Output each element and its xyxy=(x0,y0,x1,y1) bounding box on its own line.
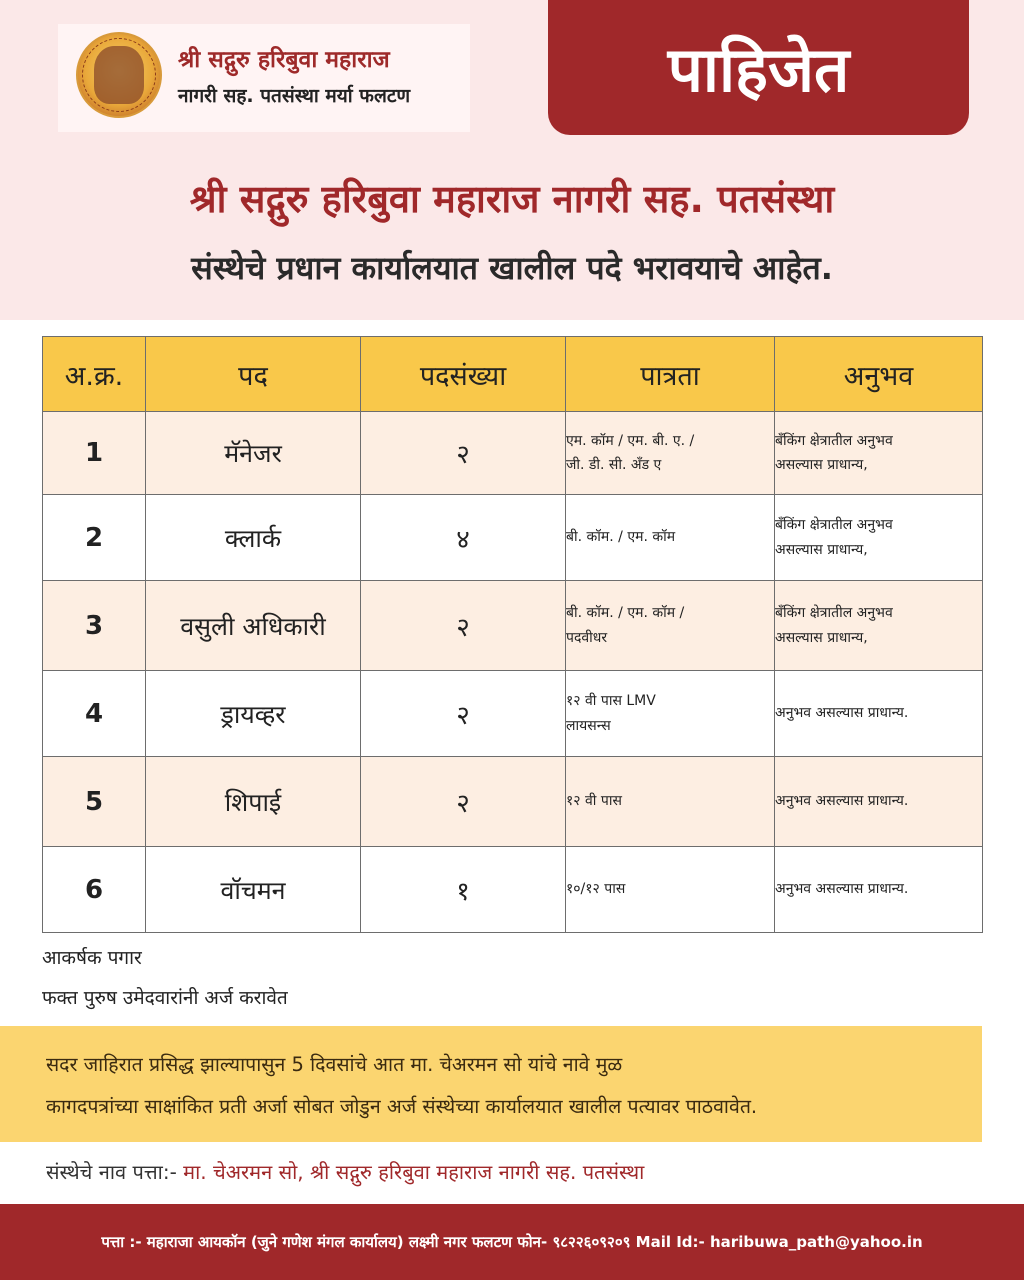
wanted-badge: पाहिजेत xyxy=(548,0,969,135)
row-experience xyxy=(775,495,983,581)
header-post: पद xyxy=(146,337,361,412)
header-count: पदसंख्या xyxy=(361,337,566,412)
qual-line: पदवीधर xyxy=(566,629,608,646)
exp-line: अनुभव असल्यास प्राधान्य. xyxy=(775,881,909,898)
row-post: मॅनेजर xyxy=(146,412,361,495)
qual-line: बी. कॉम. / एम. कॉम xyxy=(566,529,676,546)
row-experience xyxy=(775,847,983,933)
vacancy-table xyxy=(42,336,983,933)
table-row xyxy=(43,412,983,495)
row-count: २ xyxy=(361,581,566,671)
table-row xyxy=(43,671,983,757)
row-sr: 3 xyxy=(43,581,146,671)
row-count: ४ xyxy=(361,495,566,581)
qual-line: बी. कॉम. / एम. कॉम / xyxy=(566,605,685,621)
table-row xyxy=(43,847,983,933)
row-count: १ xyxy=(361,847,566,933)
address-label: संस्थेचे नाव पत्ता:- xyxy=(46,1160,177,1184)
header-experience: अनुभव xyxy=(775,337,983,412)
address-value: मा. चेअरमन सो, श्री सद्गुरु हरिबुवा महाराज नागरी सह. पतसंस्था xyxy=(183,1160,645,1184)
exp-line: असल्यास प्राधान्य, xyxy=(775,457,868,473)
row-sr: 4 xyxy=(43,671,146,757)
address-line xyxy=(46,1158,644,1185)
row-qualification xyxy=(566,847,775,933)
seal-logo-icon xyxy=(76,32,162,118)
org-name: श्री सद्गुरु हरिबुवा महाराज xyxy=(178,47,390,73)
table-header-row xyxy=(43,337,983,412)
page-subtitle: संस्थेचे प्रधान कार्यालयात खालील पदे भरावयाचे आहेत. xyxy=(191,249,833,287)
table-row xyxy=(43,581,983,671)
qual-line: एम. कॉम / एम. बी. ए. / xyxy=(566,432,695,449)
instructions-line: सदर जाहिरात प्रसिद्ध झाल्यापासुन 5 दिवसांचे आत मा. चेअरमन सो यांचे नावे मुळ xyxy=(46,1053,623,1076)
row-qualification xyxy=(566,757,775,847)
exp-line: अनुभव असल्यास प्राधान्य. xyxy=(775,705,909,722)
table-row xyxy=(43,495,983,581)
row-experience xyxy=(775,757,983,847)
row-qualification xyxy=(566,495,775,581)
page-title: श्री सद्गुरु हरिबुवा महाराज नागरी सह. पतसंस्था xyxy=(189,177,835,221)
logo-block xyxy=(58,24,470,132)
salary-note: आकर्षक पगार xyxy=(42,947,142,969)
footer-bar: पत्ता :- महाराजा आयकॉन (जुने गणेश मंगल कार्यालय) लक्ष्मी नगर फलटण फोन- ९८२२६०९२०९ Mail Id:- haribuwa_path@yahoo.in xyxy=(0,1204,1024,1280)
row-qualification xyxy=(566,581,775,671)
row-count: २ xyxy=(361,757,566,847)
instructions-line: कागदपत्रांच्या साक्षांकित प्रती अर्जा सोबत जोडुन अर्ज संस्थेच्या कार्यालयात खालील पत्यावर पाठवावेत. xyxy=(46,1095,758,1118)
exp-line: असल्यास प्राधान्य, xyxy=(775,541,868,558)
row-sr: 6 xyxy=(43,847,146,933)
row-post: क्लार्क xyxy=(146,495,361,581)
row-post: शिपाई xyxy=(146,757,361,847)
row-post: वॉचमन xyxy=(146,847,361,933)
exp-line: बँकिंग क्षेत्रातील अनुभव xyxy=(775,432,893,449)
row-post: ड्रायव्हर xyxy=(146,671,361,757)
qual-line: १२ वी पास xyxy=(566,793,622,810)
seal-figure xyxy=(94,46,144,104)
row-sr: 2 xyxy=(43,495,146,581)
row-sr: 1 xyxy=(43,412,146,495)
header-qualification: पात्रता xyxy=(566,337,775,412)
row-sr: 5 xyxy=(43,757,146,847)
qual-line: लायसन्स xyxy=(566,717,611,734)
qual-line: १२ वी पास LMV xyxy=(566,693,656,709)
row-qualification xyxy=(566,671,775,757)
instructions-box xyxy=(0,1026,982,1142)
row-experience xyxy=(775,412,983,495)
exp-line: बँकिंग क्षेत्रातील अनुभव xyxy=(775,605,893,621)
row-count: २ xyxy=(361,412,566,495)
exp-line: अनुभव असल्यास प्राधान्य. xyxy=(775,793,909,810)
eligibility-note: फक्त पुरुष उमेदवारांनी अर्ज करावेत xyxy=(42,987,288,1009)
row-count: २ xyxy=(361,671,566,757)
row-experience xyxy=(775,581,983,671)
exp-line: असल्यास प्राधान्य, xyxy=(775,629,868,646)
header-sr: अ.क्र. xyxy=(43,337,146,412)
exp-line: बँकिंग क्षेत्रातील अनुभव xyxy=(775,517,893,533)
qual-line: जी. डी. सी. अँड ए xyxy=(566,457,662,473)
table-row xyxy=(43,757,983,847)
row-qualification xyxy=(566,412,775,495)
org-subname: नागरी सह. पतसंस्था मर्या फलटण xyxy=(178,85,411,107)
row-post: वसुली अधिकारी xyxy=(146,581,361,671)
qual-line: १०/१२ पास xyxy=(566,881,626,898)
row-experience xyxy=(775,671,983,757)
